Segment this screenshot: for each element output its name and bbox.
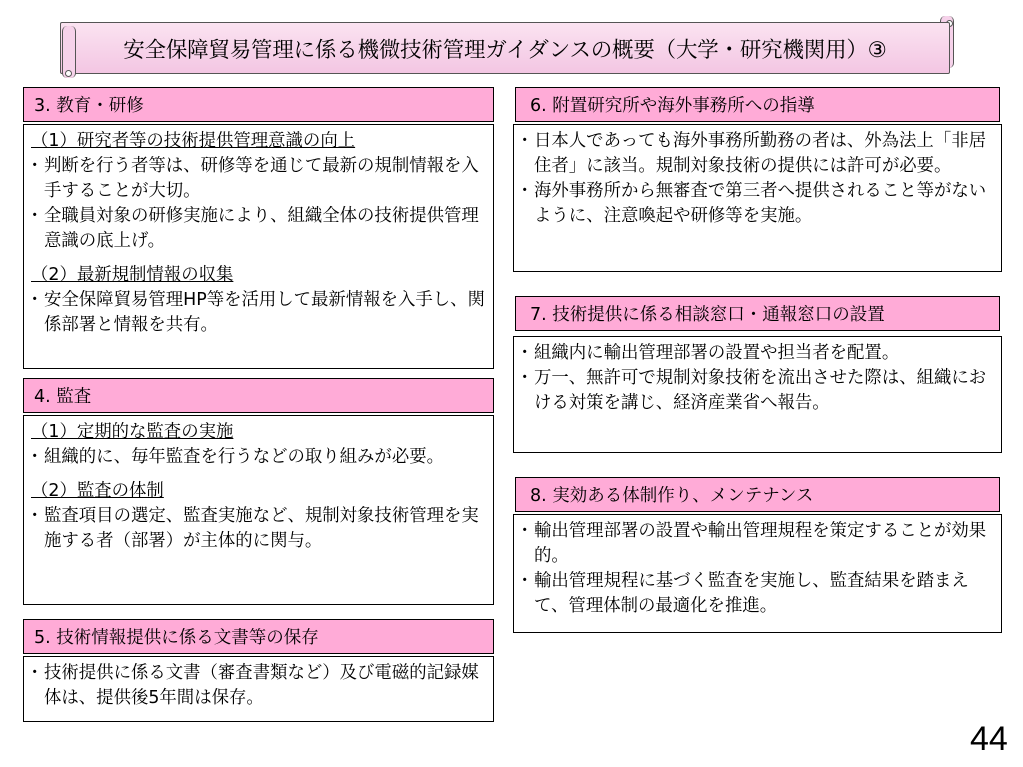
section-6-title: 6. 附置研究所や海外事務所への指導 [530,96,815,116]
section-3-header [23,87,494,122]
section-8-bullet-1: ・ 輸出管理部署の設置や輸出管理規程を策定することが効果的。 [521,519,995,569]
section-8-body [513,514,1002,633]
slide-title-banner [60,22,950,74]
section-4-subheading-2: （2）監査の体制 [31,481,164,501]
slide-title: 安全保障貿易管理に係る機微技術管理ガイダンスの概要（大学・研究機関用）③ [123,37,887,63]
section-8-title: 8. 実効ある体制作り、メンテナンス [530,486,814,506]
section-8-bullet-2: ・ 輸出管理規程に基づく監査を実施し、監査結果を踏まえて、管理体制の最適化を推進。 [521,569,995,619]
section-4-bullet-2: ・ 監査項目の選定、監査実施など、規制対象技術管理を実施する者（部署）が主体的に関与。 [31,504,487,554]
section-7-body [513,336,1002,453]
section-3-body [23,124,494,369]
section-6-bullet-2: ・ 海外事務所から無審査で第三者へ提供されること等がないように、注意喚起や研修等を実施。 [521,179,995,229]
section-4-title: 4. 監査 [34,387,92,407]
section-5-title: 5. 技術情報提供に係る文書等の保存 [34,628,319,648]
section-4-subheading-1: （1）定期的な監査の実施 [31,422,234,442]
page-number: 44 [970,720,1008,758]
section-3-subheading-2: （2）最新規制情報の収集 [31,265,234,285]
section-4-body [23,415,494,605]
section-3-bullet-3: ・ 安全保障貿易管理HP等を活用して最新情報を入手し、関係部署と情報を共有。 [31,288,487,338]
section-4-header [23,378,494,413]
section-3-bullet-1: ・ 判断を行う者等は、研修等を通じて最新の規制情報を入手することが大切。 [31,154,487,204]
section-7-header [515,296,1000,331]
section-5-bullet-1: ・ 技術提供に係る文書（審査書類など）及び電磁的記録媒体は、提供後5年間は保存。 [31,661,487,711]
section-7-title: 7. 技術提供に係る相談窓口・通報窓口の設置 [530,305,885,325]
section-3-subheading-1: （1）研究者等の技術提供管理意識の向上 [31,131,356,151]
section-6-body [513,124,1002,272]
section-7-bullet-2: ・ 万一、無許可で規制対象技術を流出させた際は、組織における対策を講じ、経済産業省へ報告。 [521,366,995,416]
scroll-roll-dot-left [65,70,72,77]
section-6-bullet-1: ・ 日本人であっても海外事務所勤務の者は、外為法上「非居住者」に該当。規制対象技術の提供には許可が必要。 [521,129,995,179]
section-3-bullet-2: ・ 全職員対象の研修実施により、組織全体の技術提供管理意識の底上げ。 [31,204,487,254]
section-5-header [23,619,494,654]
section-7-bullet-1: ・ 組織内に輸出管理部署の設置や担当者を配置。 [521,341,995,366]
section-3-title: 3. 教育・研修 [34,96,144,116]
section-5-body [23,656,494,722]
section-6-header [515,87,1000,122]
section-4-bullet-1: ・ 組織的に、毎年監査を行うなどの取り組みが必要。 [31,445,487,470]
section-8-header [515,477,1000,512]
